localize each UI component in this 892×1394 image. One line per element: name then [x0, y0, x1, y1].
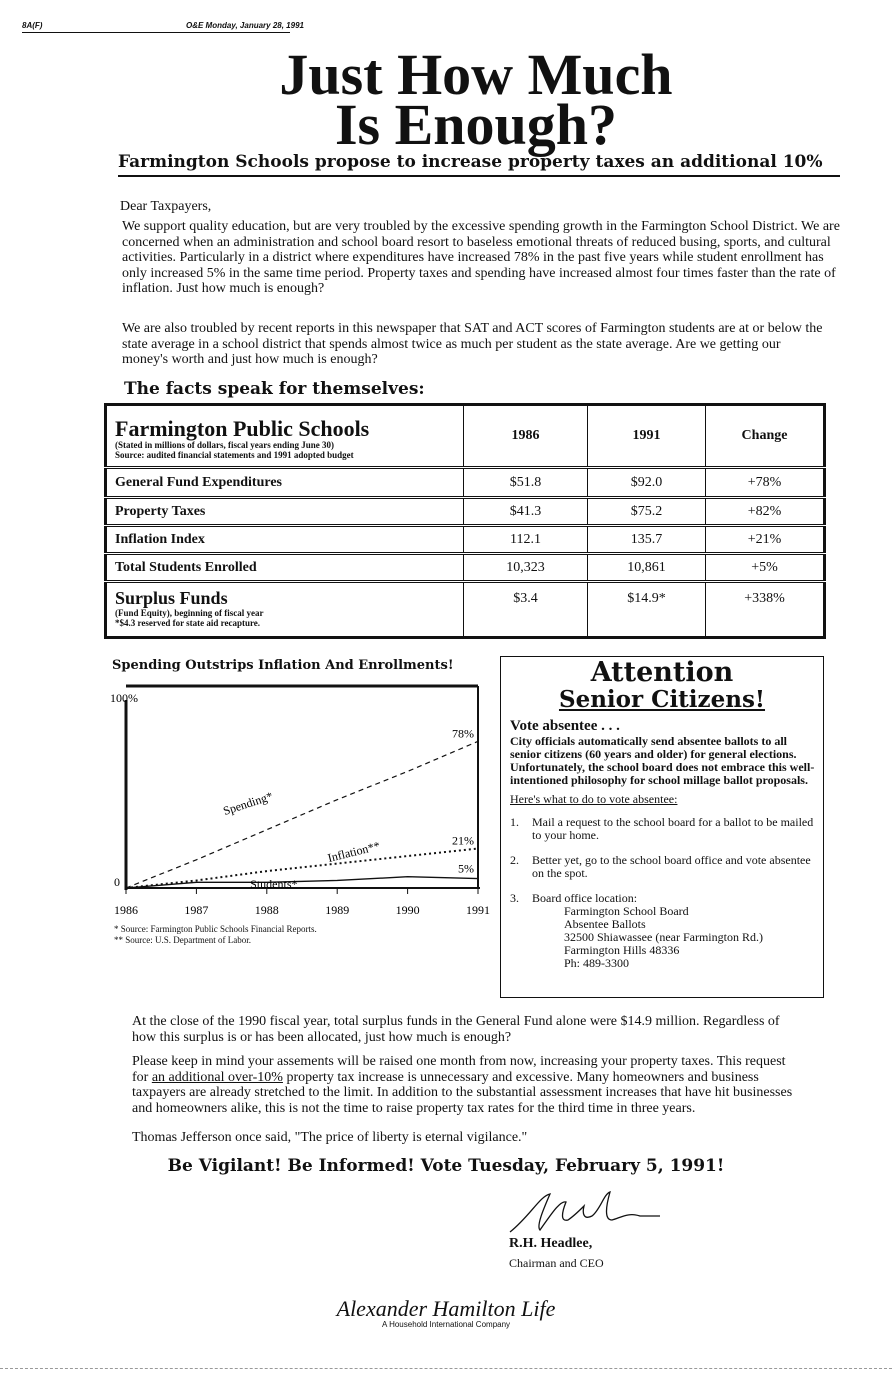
series-name-label: Students* — [250, 877, 298, 892]
facts-table — [104, 403, 826, 639]
page-number: 8A(F) — [22, 21, 43, 30]
cell-1991: $75.2 — [588, 498, 706, 526]
senior-citizens-box — [500, 656, 824, 998]
table-note-1: (Stated in millions of dollars, fiscal years ending June 30) — [115, 440, 335, 450]
cell-1986: $51.8 — [464, 468, 588, 498]
subhead: Farmington Schools propose to increase property taxes an additional 10% — [118, 152, 840, 177]
senior-step — [510, 816, 817, 842]
x-tick-label: 1988 — [254, 903, 279, 917]
cell-change: +338% — [706, 582, 825, 638]
sponsor-subline: A Household International Company — [381, 1320, 511, 1329]
closing-paragraph-2: Please keep in mind your assements will be raised one month from now, increasing your property taxes. This request for an additional over-10% property tax increase is unnecessary and excessive. Many homeowners and business taxpayers are already stretched to the limit. In addition to the substantial assessment increases that have hit businesses and homeowners alike, this is not the time to raise property tax rates for the third time in three years. — [132, 1054, 793, 1116]
closing-paragraph-1: At the close of the 1990 fiscal year, total surplus funds in the General Fund alone were $14.9 million. Regardless of how this surplus is or has been allocated, just how much is enough? — [132, 1014, 780, 1045]
chart-footnote: ** Source: U.S. Department of Labor. — [114, 935, 251, 945]
slogan: Be Vigilant! Be Informed! Vote Tuesday, February 5, 1991! — [167, 1156, 725, 1176]
column-header-change: Change — [706, 405, 825, 468]
table-row-surplus — [106, 582, 825, 638]
cell-1991: 10,861 — [588, 554, 706, 582]
row-label: Total Students Enrolled — [106, 554, 464, 582]
cell-1986: $3.4 — [464, 582, 588, 638]
senior-step — [510, 854, 817, 880]
cell-1986: $41.3 — [464, 498, 588, 526]
series-line — [126, 741, 478, 888]
series-end-label: 5% — [458, 861, 474, 876]
table-row — [106, 498, 825, 526]
signer-title: Chairman and CEO — [509, 1256, 604, 1270]
senior-howto: Here's what to do to vote absentee: — [510, 792, 678, 806]
address-line: Ph: 489-3300 — [564, 956, 630, 970]
y-tick-label: 100% — [110, 691, 138, 705]
board-address — [510, 905, 817, 970]
step-text: Board office location: — [532, 891, 638, 905]
cell-change: +5% — [706, 554, 825, 582]
step-number: 3. — [510, 891, 519, 905]
chart-title: Spending Outstrips Inflation And Enrollments! — [112, 658, 454, 673]
series-end-label: 21% — [452, 833, 474, 848]
cell-1986: 112.1 — [464, 526, 588, 554]
cell-change: +78% — [706, 468, 825, 498]
x-tick-label: 1987 — [184, 903, 209, 917]
series-name-label: Inflation** — [326, 838, 382, 866]
series-end-label: 78% — [452, 726, 474, 741]
senior-lead: Vote absentee . . . — [510, 718, 620, 734]
headline-line1: Just How Much — [279, 42, 673, 107]
row-label: Inflation Index — [106, 526, 464, 554]
x-tick-label: 1986 — [114, 903, 138, 917]
cell-1986: 10,323 — [464, 554, 588, 582]
step-text: Mail a request to the school board for a ballot to be mailed to your home. — [532, 815, 814, 842]
signer-name: R.H. Headlee, — [509, 1236, 593, 1251]
address-line: 32500 Shiawassee (near Farmington Rd.) — [564, 930, 763, 944]
step-text: Better yet, go to the school board office and vote absentee on the spot. — [532, 853, 811, 880]
facts-heading: The facts speak for themselves: — [124, 379, 425, 399]
letter-greeting: Dear Taxpayers, — [120, 199, 212, 214]
letter-paragraph-1: We support quality education, but are very troubled by the excessive spending growth in the Farmington School District. We are concerned when an administration and school board resort to baseless emotional threats of reduced busing, sports, and cultural activities. Particularly in a district where expenditures have increased 78% in the past five years while student enrollment has only increased 5% in the same time period. Property taxes and spending have increased almost four times faster than the rate of inflation. Just how much is enough? — [122, 219, 840, 297]
table-row — [106, 554, 825, 582]
table-header-row — [106, 405, 825, 468]
x-tick-label: 1990 — [395, 903, 420, 917]
surplus-note-2: *$4.3 reserved for state aid recapture. — [115, 618, 261, 628]
table-row — [106, 526, 825, 554]
signature — [500, 1186, 670, 1236]
sponsor-logo: Alexander Hamilton Life — [336, 1296, 556, 1321]
table-row — [106, 468, 825, 498]
x-tick-label: 1991 — [466, 903, 490, 917]
letter-paragraph-2: We are also troubled by recent reports in this newspaper that SAT and ACT scores of Farmington students are at or below the state average in a school district that spends almost twice as much per student as the state average. Are we getting our money's worth and just how much is enough? — [122, 321, 823, 368]
address-line: Farmington School Board — [564, 904, 689, 918]
cell-change: +82% — [706, 498, 825, 526]
series-name-label: Spending* — [221, 788, 275, 819]
surplus-label-cell — [106, 582, 464, 638]
line-chart — [104, 680, 496, 940]
column-header-1986: 1986 — [464, 405, 588, 468]
table-note-2: Source: audited financial statements and 1991 adopted budget — [115, 450, 354, 460]
page-edge-rule — [0, 1368, 892, 1369]
row-label: General Fund Expenditures — [106, 468, 464, 498]
surplus-label: Surplus Funds — [115, 588, 228, 608]
surplus-note-1: (Fund Equity), beginning of fiscal year — [115, 608, 264, 618]
chart-footnote: * Source: Farmington Public Schools Financial Reports. — [114, 924, 317, 934]
column-header-1991: 1991 — [588, 405, 706, 468]
y-tick-label: 0 — [114, 875, 120, 889]
step-number: 1. — [510, 815, 519, 829]
address-line: Farmington Hills 48336 — [564, 943, 680, 957]
dateline: O&E Monday, January 28, 1991 — [186, 21, 304, 30]
senior-title-1: Attention — [590, 657, 734, 688]
series-line — [126, 877, 478, 888]
step-number: 2. — [510, 853, 519, 867]
address-line: Absentee Ballots — [564, 917, 646, 931]
jefferson-quote: Thomas Jefferson once said, "The price of liberty is eternal vigilance." — [132, 1130, 528, 1145]
cell-1991: 135.7 — [588, 526, 706, 554]
table-title: Farmington Public Schools — [115, 416, 370, 441]
x-tick-label: 1989 — [325, 903, 350, 917]
masthead-rule — [22, 32, 290, 33]
senior-title-2: Senior Citizens! — [558, 686, 766, 713]
row-label: Property Taxes — [106, 498, 464, 526]
table-title-cell — [106, 405, 464, 468]
cell-change: +21% — [706, 526, 825, 554]
cell-1991: $92.0 — [588, 468, 706, 498]
senior-intro: City officials automatically send absentee ballots to all senior citizens (60 years and older) for general elections. Unfortunately, the school board does not embrace this well-intentioned philosophy for school millage ballot proposals. — [510, 734, 815, 787]
cell-1991: $14.9* — [588, 582, 706, 638]
headline-line2: Is Enough? — [334, 92, 618, 157]
